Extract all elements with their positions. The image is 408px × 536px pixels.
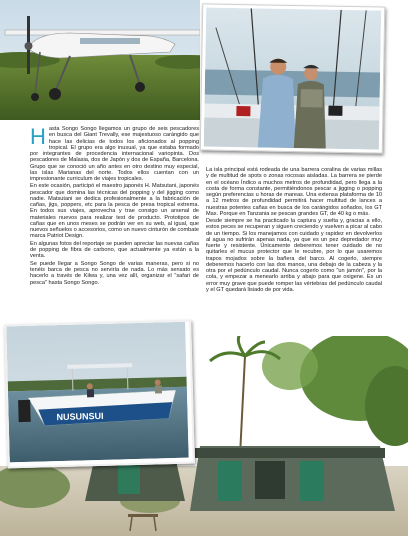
boat-name-label: NUSUNSUI — [56, 410, 104, 423]
anglers-photo-frame — [200, 3, 386, 153]
article-column-left — [30, 126, 199, 287]
anglers-photo — [204, 7, 381, 149]
boat-photo-frame — [4, 320, 195, 469]
boat-photo — [6, 322, 188, 463]
paragraph-rods: En algunas fotos del reportaje se pueden apreciar las nuevas cañas de popping de fibra de carbono, que actualmente ya están a la venta. — [30, 240, 199, 260]
seaplane-illustration — [0, 0, 200, 120]
paragraph-matsutani: En este ocasión, participó el maestro japonés H. Matsutani, japonés pescador que domina las técnicas del popping y del jigging como nadie. Matsutani se dedica profesionalmente a la fabricación de cañas, jigs, poppers, etc para la pesca de presa tropical extrema. En todos sus viajes, aprovecha y trae consigo un arsenal de materiales nuevos para realizar test de producto. Prototipos de cañas que en unos meses se podrán ver en su web, al igual, que nuevos señuelos o accesorios, como un nuevo cinturón de combate marca Patriot Design. — [30, 183, 199, 240]
paragraph-catch-release: Desde siempre se ha practicado la captura y suelta y, gracias a ello, estos peces se recuperan y siguen creciendo y vuelven a picar al cabo de un tiempo. Si los manejamos con cuidado y rapidez en devolverlos al agua no sufrirán apenas nada, ya que es un pez depredador muy fuerte y resistente. Únicamente deberemos tener cuidado de no quitarles el mucus protector que le recubre, por lo que usaremos trapos mojados sobre la bañera del barco. Al cogerlo, siempre deberemos hacerlo con las dos manos, una debajo de la cabeza y la otra por el pedúnculo caudal. Nunca cogerlo como "un jamón", por la cola, y empezar a menearlo arriba y abajo para que oxigene. Es un error muy grave que puede romper las vértebras del pedúnculo caudal y el GT quedará lisiado de por vida. — [206, 218, 382, 293]
paragraph-reef: La isla principal está rodeada de una barrera coralina de varias millas y de multitud de spots o zonas rocosas aisladas. La barrera se pierde en el océano Índico a muchos metros de profundidad, pero llega a la costa de forma constante, permitiéndonos pescar a jigging o popping según preferencias u horas de mareas. Una extensa plataforma de 10 a 12 metros de profundidad permitirá hacer multitud de lances a nuestras potentes cañas en busca de los carángidos soñados, los GT Max. Porque en Tanzania se pescan grandes GT, de 40 kg o más. — [206, 167, 382, 217]
paragraph-intro — [30, 126, 199, 182]
drop-cap: H — [30, 124, 46, 149]
article-column-right — [206, 167, 382, 294]
paragraph-intro-text: asta Songo Songo llegamos un grupo de seis pescadores en busca del Giant Trevally, ese majestuoso carángido que hace las delicias de todos los aficionados al popping tropical. El grupo era algo inusual, ya que estaba formado por integrantes de procedencia internacional variopinta. Dos pescadores de Malasia, dos de Japón y dos de España, Barcelona. Grupo que se conoció un año antes en otro destino muy especial, las islas Marianas del norte. Todos ellos cuentan con un impresionante curriculum de viajes tropicales. — [30, 126, 199, 182]
paragraph-access: Se puede llegar a Songo Songo de varias maneras, pero si no tenéis barca de pesca no serviría de nada. Lo más sensato es hacerlo a través de Kilwa y, una vez allí, organizar el "safari de pesca" hasta Songo Songo. — [30, 260, 199, 286]
seaplane-photo — [0, 0, 200, 120]
